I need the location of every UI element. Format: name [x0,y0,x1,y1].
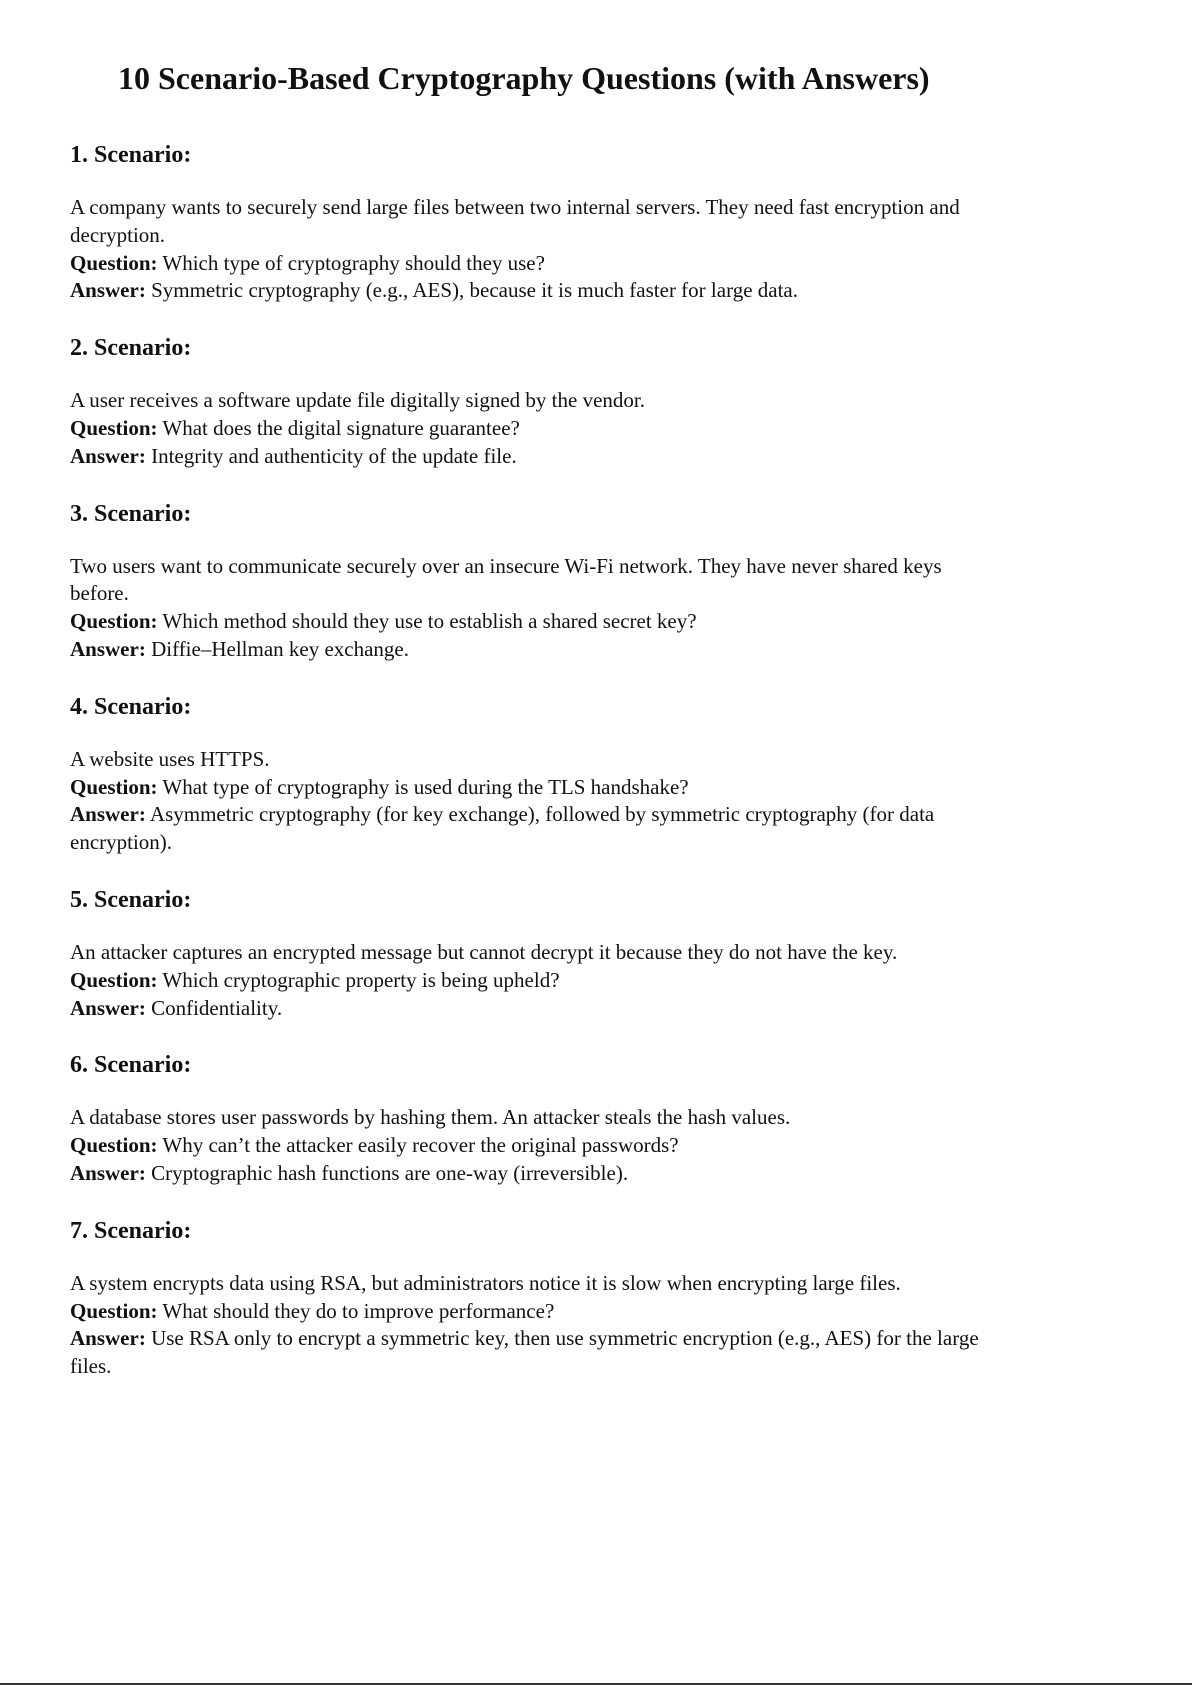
scenario-4 [70,692,990,857]
answer-line [70,636,990,664]
question-line [70,967,990,995]
scenario-heading: 1. Scenario: [70,142,192,168]
answer-label: Answer: [70,278,146,303]
answer-label: Answer: [70,1160,146,1185]
answer-text: Asymmetric cryptography (for key exchange), followed by symmetric cryptography (for data encryption). [70,802,935,855]
question-label: Question: [70,609,158,634]
scenario-1 [70,140,990,305]
answer-text: Integrity and authenticity of the update file. [151,443,517,468]
question-line [70,774,990,802]
question-text: Which cryptographic property is being upheld? [162,967,560,992]
answer-text: Symmetric cryptography (e.g., AES), because it is much faster for large data. [151,278,798,303]
scenario-text: Two users want to communicate securely over an insecure Wi-Fi network. They have never shared keys before. [70,553,942,606]
question-text: Which type of cryptography should they use? [162,250,545,275]
question-line [70,1298,990,1326]
answer-line [70,1160,990,1188]
answer-label: Answer: [70,1326,146,1351]
answer-line [70,277,990,305]
scenario-heading: 7. Scenario: [70,1217,192,1244]
scenario-text: A database stores user passwords by hashing them. An attacker steals the hash values. [70,1105,791,1130]
answer-text: Diffie–Hellman key exchange. [151,636,410,661]
answer-line [70,443,990,471]
question-text: Why can’t the attacker easily recover the original passwords? [162,1133,679,1158]
scenario-3 [70,499,990,664]
answer-text: Use RSA only to encrypt a symmetric key, then use symmetric encryption (e.g., AES) for the large files. [70,1326,979,1379]
scenario-list [70,140,990,1381]
answer-line [70,1325,990,1381]
question-line [70,1132,990,1160]
question-label: Question: [70,250,158,275]
question-label: Question: [70,967,158,992]
scenario-heading: 3. Scenario: [70,500,192,527]
scenario-text: An attacker captures an encrypted message but cannot decrypt it because they do not have the key. [70,939,898,964]
answer-label: Answer: [70,443,146,468]
answer-line [70,801,990,857]
scenario-text: A user receives a software update file digitally signed by the vendor. [70,388,645,413]
question-text: What should they do to improve performance? [162,1298,555,1323]
answer-text: Cryptographic hash functions are one-way (irreversible). [151,1160,629,1185]
question-label: Question: [70,774,158,799]
question-line [70,608,990,636]
question-text: What type of cryptography is used during the TLS handshake? [162,774,689,799]
answer-text: Confidentiality. [151,995,283,1020]
answer-label: Answer: [70,636,146,661]
scenario-6 [70,1050,990,1187]
scenario-heading: 2. Scenario: [70,335,192,362]
scenario-heading: 6. Scenario: [70,1052,192,1079]
question-label: Question: [70,1133,158,1158]
scenario-text: A system encrypts data using RSA, but administrators notice it is slow when encrypting large files. [70,1270,901,1295]
answer-label: Answer: [70,995,146,1020]
scenario-text: A company wants to securely send large files between two internal servers. They need fast encryption and decryption. [70,195,960,247]
question-text: Which method should they use to establish a shared secret key? [162,609,697,634]
scenario-text: A website uses HTTPS. [70,746,270,771]
scenario-2 [70,333,990,470]
answer-line [70,995,990,1023]
question-label: Question: [70,415,158,440]
scenario-7 [70,1216,990,1381]
question-label: Question: [70,1298,158,1323]
scenario-5 [70,885,990,1022]
scenario-heading: 4. Scenario: [70,693,192,720]
question-line [70,415,990,443]
answer-label: Answer: [70,802,146,827]
question-text: What does the digital signature guarantee? [162,415,520,440]
document-title: 10 Scenario-Based Cryptography Questions (with Answers) [118,60,930,96]
question-line [70,250,990,278]
scenario-heading: 5. Scenario: [70,886,192,913]
